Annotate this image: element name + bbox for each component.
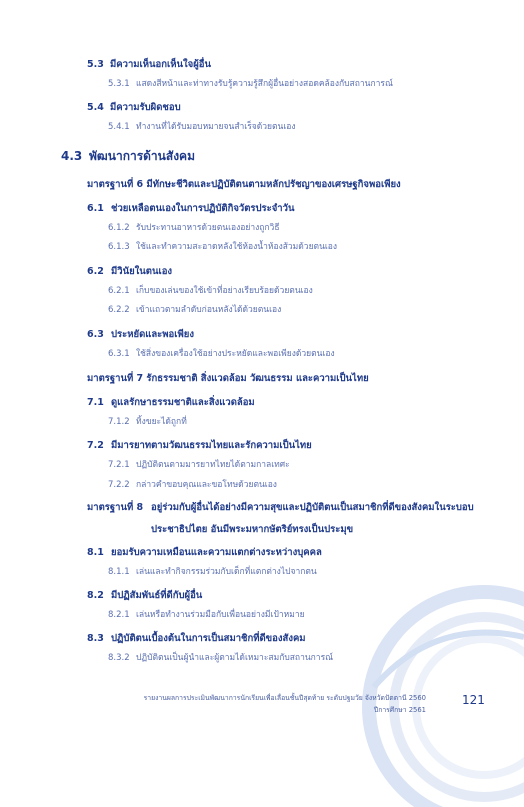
item-number: 5.4: [87, 102, 104, 113]
item-text: ปฏิบัติตนเป็นผู้นำและผู้ตามได้เหมาะสมกับสถานการณ์: [136, 653, 334, 663]
item-text: ปฏิบัติตนเบื้องต้นในการเป็นสมาชิกที่ดีของสังคม: [111, 633, 306, 644]
item-text: ทิ้งขยะได้ถูกที่: [136, 417, 187, 427]
subsection-heading: [87, 103, 181, 113]
item-number: 6.1.3: [108, 242, 130, 252]
item-number: 8.2: [87, 590, 104, 601]
list-item: [108, 306, 281, 315]
subsection-heading: [87, 548, 322, 558]
item-text: เล่นและทำกิจกรรมร่วมกับเด็กที่แตกต่างไปจากตน: [136, 567, 317, 577]
list-item: [108, 481, 277, 490]
list-item: [108, 654, 333, 663]
item-number: 5.4.1: [108, 122, 130, 132]
subsection-heading: [87, 591, 202, 601]
subsection-heading: [87, 398, 255, 408]
item-text: ประชาธิปไตย อันมีพระมหากษัตริย์ทรงเป็นประมุข: [151, 524, 354, 535]
item-text: มีมารยาทตามวัฒนธรรมไทยและรักความเป็นไทย: [111, 440, 312, 451]
item-text: ปฏิบัติตนตามมารยาทไทยได้ตามกาลเทศะ: [136, 460, 290, 470]
item-text: ทำงานที่ได้รับมอบหมายจนสำเร็จด้วยตนเอง: [136, 122, 296, 132]
standard-heading: [87, 374, 369, 384]
subsection-heading: [87, 267, 172, 277]
item-number: 7.1: [87, 397, 104, 408]
item-number: 8.2.1: [108, 610, 130, 620]
item-text: เก็บของเล่นของใช้เข้าที่อย่างเรียบร้อยด้วยตนเอง: [136, 286, 313, 296]
item-number: 7.2.1: [108, 460, 130, 470]
list-item: [108, 243, 337, 252]
item-number: มาตรฐานที่ 8: [87, 502, 144, 513]
item-text: เข้าแถวตามลำดับก่อนหลังได้ด้วยตนเอง: [136, 305, 282, 315]
list-item: [108, 568, 317, 577]
item-number: 7.2.2: [108, 480, 130, 490]
list-item: [108, 80, 393, 89]
footer-report-title: รายงานผลการประเมินพัฒนาการนักเรียนเพื่อเลื่อนชั้นปีสุดท้าย ระดับปฐมวัย จังหวัดปัตตานี 2560: [143, 694, 426, 702]
item-text: แสดงสีหน้าและท่าทางรับรู้ความรู้สึกผู้อื่นอย่างสอดคล้องกับสถานการณ์: [136, 79, 393, 89]
item-text: ดูแลรักษาธรรมชาติและสิ่งแวดล้อม: [111, 397, 255, 408]
page-number: 121: [462, 693, 485, 707]
item-number: 7.2: [87, 440, 104, 451]
footer-academic-year: ปีการศึกษา 2561: [373, 706, 426, 714]
item-number: 6.1.2: [108, 223, 130, 233]
list-item: [108, 611, 305, 620]
item-text: ประหยัดและพอเพียง: [111, 329, 194, 340]
item-number: 4.3: [61, 149, 83, 163]
item-number: 6.2: [87, 266, 104, 277]
list-item: [108, 461, 290, 470]
item-text: กล่าวคำขอบคุณและขอโทษด้วยตนเอง: [136, 480, 277, 490]
standard-heading: [87, 503, 474, 513]
item-text: มีความรับผิดชอบ: [110, 102, 181, 113]
list-item: [108, 418, 187, 427]
item-text: ยอมรับความเหมือนและความแตกต่างระหว่างบุคคล: [111, 547, 322, 558]
subsection-heading: [87, 634, 306, 644]
subsection-heading: [87, 60, 211, 70]
item-number: 7.1.2: [108, 417, 130, 427]
item-number: 5.3.1: [108, 79, 130, 89]
list-item: [108, 287, 313, 296]
item-text: มาตรฐานที่ 7 รักธรรมชาติ สิ่งแวดล้อม วัฒนธรรม และความเป็นไทย: [87, 373, 369, 384]
item-text: มีปฏิสัมพันธ์ที่ดีกับผู้อื่น: [111, 590, 203, 601]
item-text: ช่วยเหลือตนเองในการปฏิบัติกิจวัตรประจำวัน: [111, 203, 295, 214]
item-number: 6.2.2: [108, 305, 130, 315]
item-number: 6.3.1: [108, 349, 130, 359]
list-item: [108, 123, 296, 132]
item-text: อยู่ร่วมกับผู้อื่นได้อย่างมีความสุขและปฏิบัติตนเป็นสมาชิกที่ดีของสังคมในระบอบ: [151, 502, 474, 513]
subsection-heading: [87, 330, 194, 340]
item-number: 8.3.2: [108, 653, 130, 663]
item-number: 6.2.1: [108, 286, 130, 296]
subsection-heading: [87, 441, 312, 451]
subsection-heading: [87, 204, 294, 214]
item-text: มีวินัยในตนเอง: [111, 266, 173, 277]
item-text: เล่นหรือทำงานร่วมมือกับเพื่อนอย่างมีเป้าหมาย: [136, 610, 305, 620]
item-number: 6.3: [87, 329, 104, 340]
list-item: [108, 350, 335, 359]
item-number: 5.3: [87, 59, 104, 70]
section-heading: [61, 150, 195, 162]
item-number: 8.1.1: [108, 567, 130, 577]
item-text: พัฒนาการด้านสังคม: [89, 149, 195, 163]
item-number: 8.3: [87, 633, 104, 644]
item-number: 6.1: [87, 203, 104, 214]
item-text: มาตรฐานที่ 6 มีทักษะชีวิตและปฏิบัติตนตามหลักปรัชญาของเศรษฐกิจพอเพียง: [87, 179, 401, 190]
standard-heading-continued: [151, 525, 353, 535]
standard-heading: [87, 180, 401, 190]
item-text: รับประทานอาหารด้วยตนเองอย่างถูกวิธี: [136, 223, 280, 233]
item-number: 8.1: [87, 547, 104, 558]
item-text: ใช้และทำความสะอาดหลังใช้ห้องน้ำห้องส้วมด้วยตนเอง: [136, 242, 338, 252]
item-text: ใช้สิ่งของเครื่องใช้อย่างประหยัดและพอเพียงด้วยตนเอง: [136, 349, 335, 359]
list-item: [108, 224, 280, 233]
item-text: มีความเห็นอกเห็นใจผู้อื่น: [110, 59, 211, 70]
